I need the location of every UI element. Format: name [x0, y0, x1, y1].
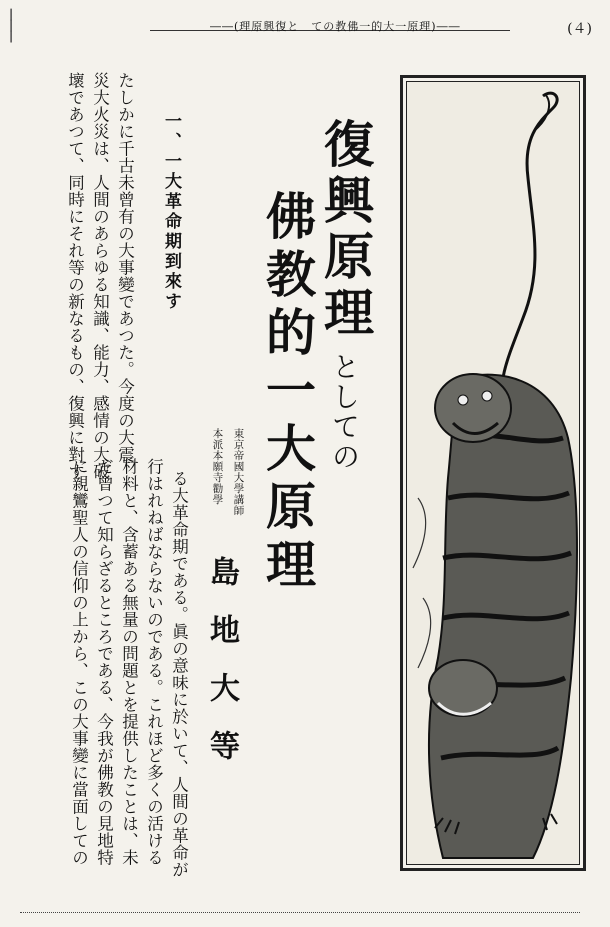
page-number: (４) — [567, 21, 592, 37]
article-title-main: 復興原理 — [316, 118, 375, 342]
body-line: 災大火災は、人間のあらゆる知識、能力、感情の大破 — [90, 72, 110, 480]
bottom-rule — [20, 912, 580, 913]
article-title-particle: としての — [328, 352, 361, 472]
article-title-sub: 佛教的一大原理 — [258, 190, 317, 596]
body-line: だ曾つて知らざるところである、今我が佛教の見地特 — [94, 458, 114, 866]
running-head: ――(理原興復と ての教佛一的大一原理)―― — [210, 20, 461, 33]
body-line: たしかに千古未曾有の大事變であつた。今度の大震 — [115, 72, 135, 463]
body-line: に親鸞聖人の信仰の上から、この大事變に當面しての — [69, 458, 89, 866]
section-heading: 一、一大革命期到來す — [161, 112, 181, 312]
body-line: 壞であつて、同時にそれ等の新なるもの、復興に對す — [65, 72, 85, 480]
author-affiliation-2: 本派本願寺勸學 — [211, 428, 224, 505]
tiger-illustration-icon — [403, 78, 583, 868]
author-name: 島地大等 — [204, 556, 239, 788]
illustration-frame — [400, 75, 586, 871]
body-line: る大革命期である。眞の意味に於いて、人間の革命が — [169, 470, 189, 878]
author-affiliation-1: 東京帝國大學講師 — [232, 428, 245, 516]
body-line: 行はれねばならないのである。これほど多くの活ける — [144, 458, 164, 866]
margin-marks: ┃ ┃ ┃ — [8, 10, 15, 43]
body-line: 材料と、含蓄ある無量の問題とを提供したことは、未 — [119, 458, 139, 866]
